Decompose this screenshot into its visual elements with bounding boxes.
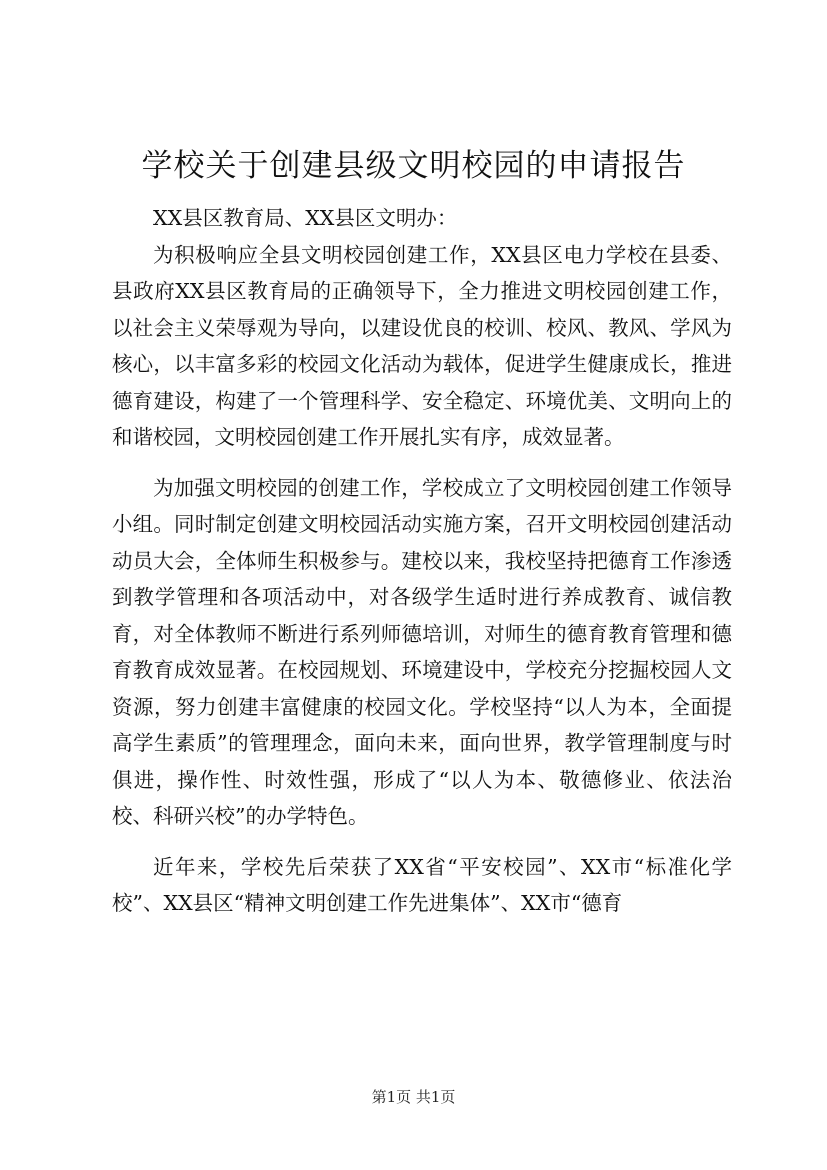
document-title: 学校关于创建县级文明校园的申请报告 (141, 148, 686, 184)
document-body (112, 200, 732, 922)
paragraph-3: 近年来，学校先后荣获了XX省“平安校园”、XX市“标准化学校”、XX县区“精神文明创建工作先进集体”、XX市“德育 (112, 854, 732, 915)
page-footer: 第1页 共1页 (371, 1088, 456, 1106)
salutation: XX县区教育局、XX县区文明办： (153, 206, 458, 230)
paragraph-2: 为加强文明校园的创建工作，学校成立了文明校园创建工作领导小组。同时制定创建文明校园活动实施方案，召开文明校园创建活动动员大会，全体师生积极参与。建校以来，我校坚持把德育工作渗透到教学管理和各项活动中，对各级学生适时进行养成教育、诚信教育，对全体教师不断进行系列师德培训，对师生的德育教育管理和德育教育成效显著。在校园规划、环境建设中，学校充分挖掘校园人文资源，努力创建丰富健康的校园文化。学校坚持“以人为本，全面提高学生素质”的管理理念，面向未来，面向世界，教学管理制度与时俱进，操作性、时效性强，形成了“以人为本、敬德修业、依法治校、科研兴校”的办学特色。 (112, 475, 732, 828)
paragraph-1: 为积极响应全县文明校园创建工作，XX县区电力学校在县委、县政府XX县区教育局的正确领导下，全力推进文明校园创建工作，以社会主义荣辱观为导向，以建设优良的校训、校风、教风、学风为核心，以丰富多彩的校园文化活动为载体，促进学生健康成长，推进德育建设，构建了一个管理科学、安全稳定、环境优美、文明向上的和谐校园，文明校园创建工作开展扎实有序，成效显著。 (112, 242, 732, 449)
